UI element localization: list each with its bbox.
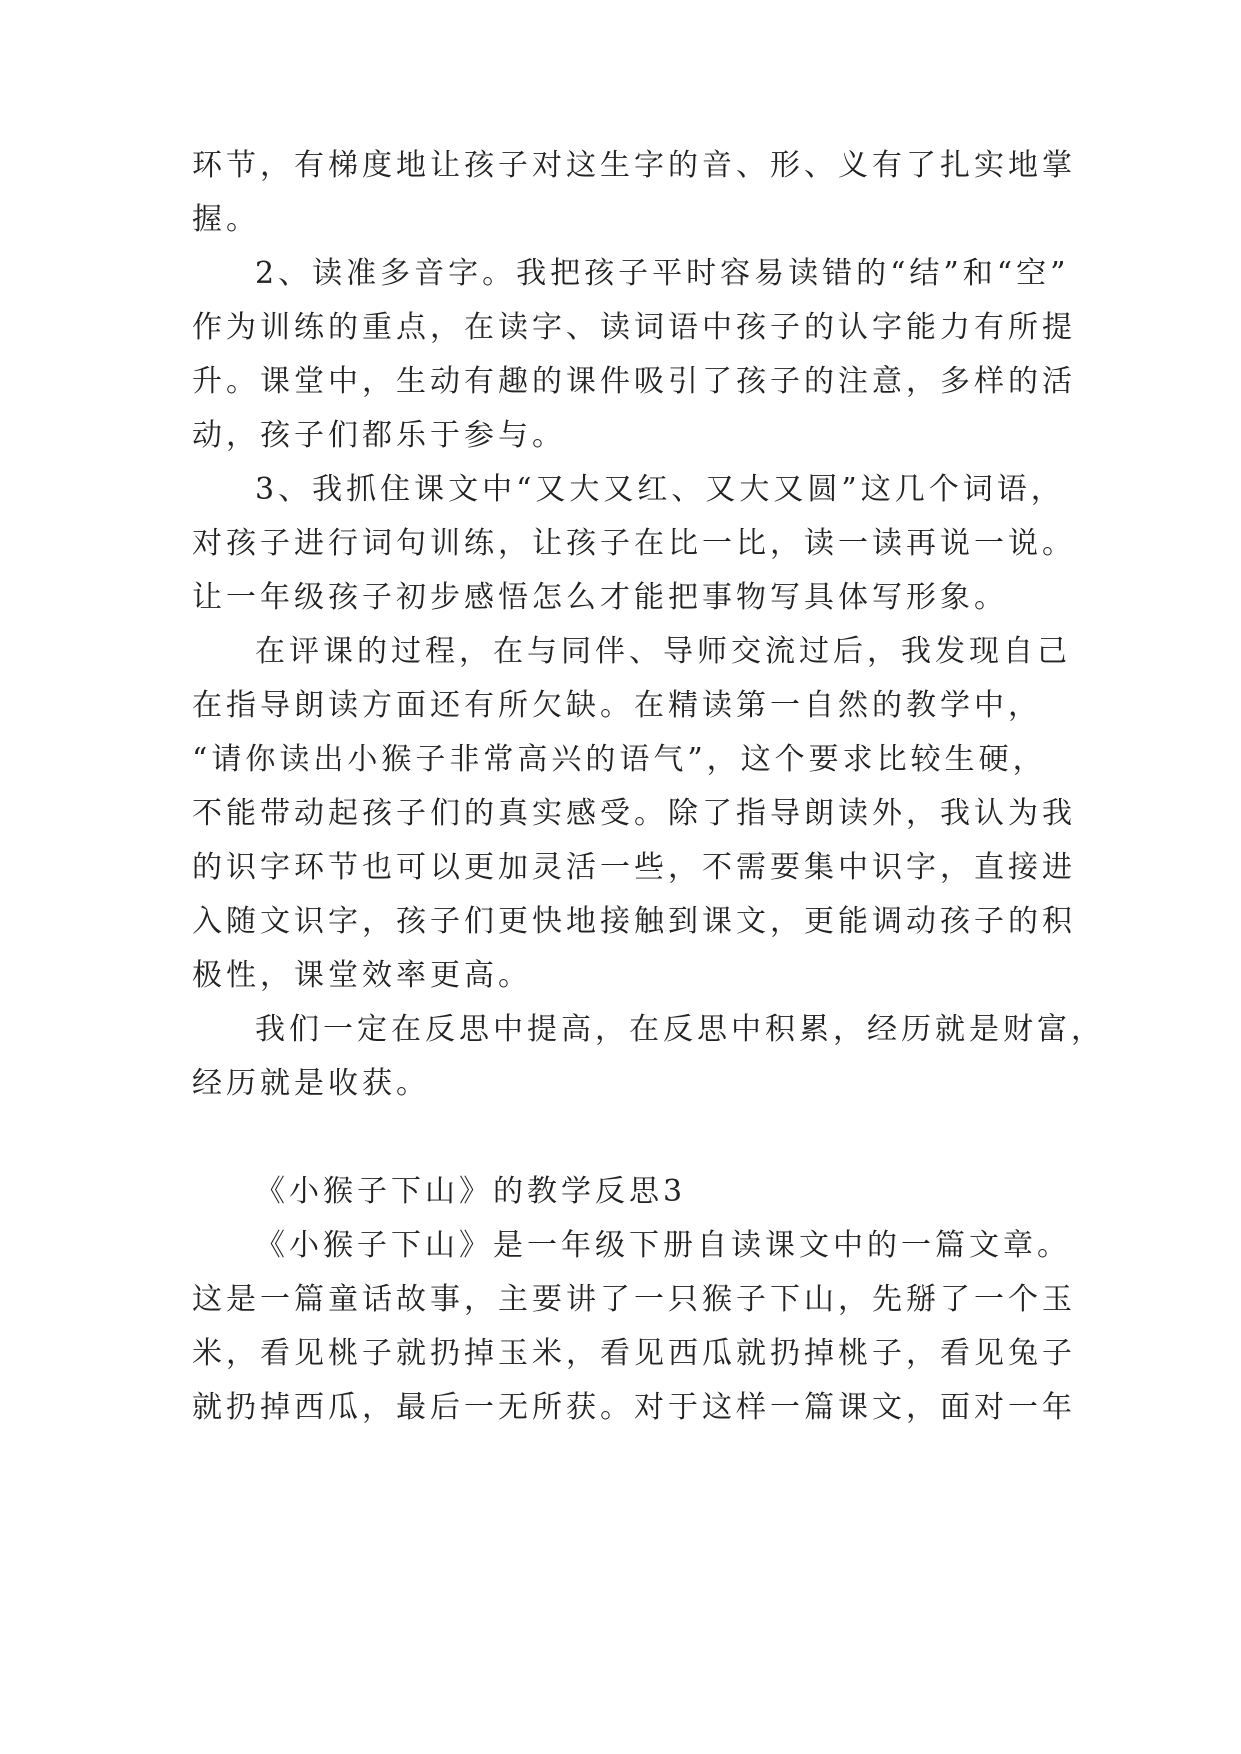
text-line: 的识字环节也可以更加灵活一些，不需要集中识字，直接进: [192, 850, 1076, 885]
text-line: 在指导朗读方面还有所欠缺。在精读第一自然的教学中，: [192, 688, 1042, 723]
text-line: “请你读出小猴子非常高兴的语气”，这个要求比较生硬，: [192, 742, 1047, 777]
text-line: 不能带动起孩子们的真实感受。除了指导朗读外，我认为我: [192, 796, 1076, 831]
text-line: 升。课堂中，生动有趣的课件吸引了孩子的注意，多样的活: [192, 364, 1076, 399]
text-line: 米，看见桃子就扔掉玉米，看见西瓜就扔掉桃子，看见兔子: [192, 1336, 1076, 1371]
text-line: 入随文识字，孩子们更快地接触到课文，更能调动孩子的积: [192, 904, 1076, 939]
text-line: 极性，课堂效率更高。: [192, 958, 532, 993]
text-line: 就扔掉西瓜，最后一无所获。对于这样一篇课文，面对一年: [192, 1390, 1076, 1425]
section-title: 《小猴子下山》的教学反思3: [255, 1174, 687, 1209]
text-line: 这是一篇童话故事，主要讲了一只猴子下山，先掰了一个玉: [192, 1282, 1076, 1317]
text-line: 我们一定在反思中提高，在反思中积累，经历就是财富，: [255, 1012, 1105, 1047]
text-line: 动，孩子们都乐于参与。: [192, 418, 566, 453]
text-line: 《小猴子下山》是一年级下册自读课文中的一篇文章。: [255, 1228, 1071, 1263]
text-line: 在评课的过程，在与同伴、导师交流过后，我发现自己: [255, 634, 1071, 669]
text-line: 对孩子进行词句训练，让孩子在比一比，读一读再说一说。: [192, 526, 1076, 561]
text-line: 环节，有梯度地让孩子对这生字的音、形、义有了扎实地掌: [192, 148, 1076, 183]
text-line: 经历就是收获。: [192, 1066, 430, 1101]
text-line: 握。: [192, 202, 260, 237]
text-line: 3、我抓住课文中“又大又红、又大又圆”这几个词语，: [255, 472, 1065, 507]
text-line: 让一年级孩子初步感悟怎么才能把事物写具体写形象。: [192, 580, 1008, 615]
text-line: 作为训练的重点，在读字、读词语中孩子的认字能力有所提: [192, 310, 1076, 345]
text-line: 2、读准多音字。我把孩子平时容易读错的“结”和“空”: [255, 256, 1070, 291]
